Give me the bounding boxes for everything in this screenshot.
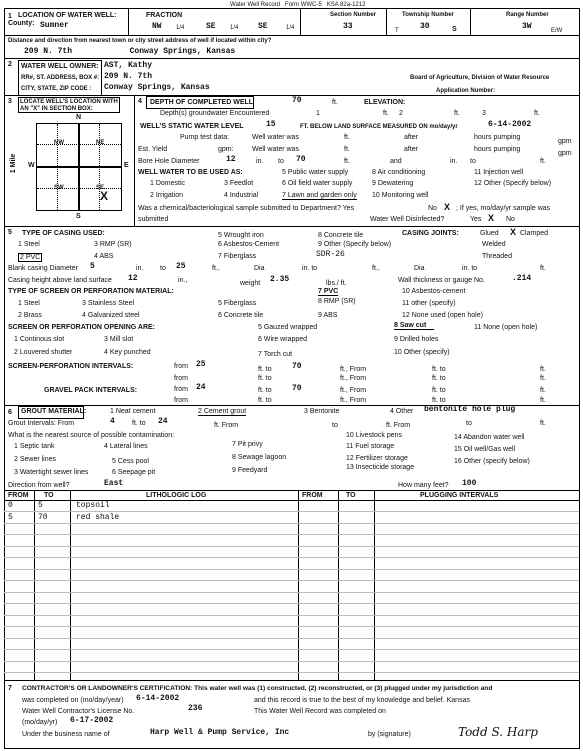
log-row-line (4, 523, 579, 524)
casing-3: 3 RMP (SR) (94, 241, 132, 248)
opening-5: 5 Gauzed wrapped (258, 324, 318, 331)
sec1-divider (386, 9, 387, 35)
log-row-line (4, 603, 579, 604)
cert-line-2a: was completed on (mo/day/year) (22, 697, 124, 704)
sp-from-value: 25 (196, 360, 206, 369)
screen-8: 8 RMP (SR) (318, 298, 356, 305)
distance-label: Distance and direction from nearest town or city street address of well if located within city? (8, 38, 272, 44)
dia-label-2: Dia (414, 265, 425, 272)
grout-other-value: bentonite hole plug (424, 405, 516, 414)
log-row-line (4, 534, 579, 535)
elevation-label: ELEVATION: (364, 99, 406, 106)
gp-ftto: ft. to (432, 387, 446, 394)
sp2-ftfrom: ft., From (340, 375, 367, 382)
log-row-line (4, 546, 579, 547)
grout-ft3: ft. (540, 420, 546, 427)
opening-7: 7 Torch cut (258, 351, 293, 358)
fraction-label: FRACTION (146, 12, 183, 19)
sp-ft: ft. (540, 366, 546, 373)
casing-5: 5 Wrought iron (218, 232, 264, 239)
dia-in: in. to (302, 265, 318, 272)
pump-ft: ft. (344, 134, 350, 141)
bore-ft: ft. (344, 158, 350, 165)
opening-1: 1 Continous slot (14, 336, 65, 343)
sec3-divider (134, 95, 135, 226)
casing-joints-label: CASING JOINTS: (402, 230, 459, 237)
completed-date: 6-14-2002 (136, 694, 180, 703)
section-value: 33 (343, 22, 353, 31)
contamination-label: What is the nearest source of possible contamination: (8, 432, 175, 439)
opening-6: 6 Wire wrapped (258, 336, 308, 343)
log-row-line (4, 626, 579, 627)
log-row-desc: topsoil (76, 501, 110, 510)
grid-sw: SW (54, 185, 64, 191)
license-number: 236 (188, 704, 203, 713)
sec4-num: 4 (138, 98, 142, 105)
gp2-from-label: from (174, 397, 188, 404)
log-to2-header: TO (346, 492, 356, 499)
yield-well-water: Well water was (252, 146, 299, 153)
cont-14: 14 Abandon water well (454, 434, 525, 441)
quarter-3-unit: 1/4 (286, 25, 295, 31)
log-row-to: 70 (38, 513, 48, 522)
screen-5: 5 Fiberglass (218, 300, 257, 307)
log-col (34, 490, 35, 680)
grout-to2: to (332, 422, 338, 429)
joint-glued-mark: X (510, 227, 517, 237)
weight-unit: lbs./ ft. (326, 280, 347, 287)
cert-line-2b: and this record is true to the best of my knowledge and belief. Kansas (254, 697, 470, 704)
log-row-line (4, 649, 579, 650)
dia-in-2: in. to (462, 265, 478, 272)
direction-value: East (104, 479, 124, 488)
owner-label: WATER WELL OWNER: (21, 63, 99, 70)
opening-4: 4 Key punched (104, 349, 151, 356)
grout-ftfrom: ft. From (214, 422, 239, 429)
log-row-line (4, 580, 579, 581)
compass-s: S (76, 213, 81, 220)
casing-other-value: SDR-26 (316, 250, 345, 259)
cont-8: 8 Sewage lagoon (232, 454, 287, 461)
bore-label: Bore Hole Diameter (138, 158, 200, 165)
form-title: Water Well Record Form WWC-5 KSA 82a-1212 (230, 2, 366, 8)
application-label: Application Number: (436, 88, 496, 94)
quarter-1-unit: 1/4 (176, 25, 185, 31)
log-row-line (4, 615, 579, 616)
mile-label: 1 Mile (10, 153, 18, 174)
township-label: Township Number (402, 12, 454, 18)
opening-9: 9 Drilled holes (394, 336, 439, 343)
use-4: 4 Industrial (224, 192, 259, 199)
log-col (374, 490, 375, 680)
log-row-line (4, 511, 579, 512)
log-from-header: FROM (8, 492, 29, 499)
range-label: Range Number (506, 12, 549, 18)
opening-10: 10 Other (specify) (394, 349, 450, 356)
cert-line-4a: (mo/day/yr) (22, 719, 58, 726)
sec3-num: 3 (8, 98, 12, 105)
grout-ft-to: ft. to (132, 420, 146, 427)
dia-ft: ft., (372, 265, 380, 272)
sp2-ftto: ft. to (432, 375, 446, 382)
joint-clamped: Clamped (520, 230, 549, 237)
county-label: County: (8, 20, 35, 27)
log-col (338, 490, 339, 680)
cont-5: 5 Cess pool (112, 458, 149, 465)
gw-3-ft: ft. (534, 110, 540, 117)
screen-type-label: TYPE OF SCREEN OR PERFORATION MATERIAL: (8, 288, 174, 295)
use-1: 1 Domestic (150, 180, 186, 187)
screen-3: 3 Stainless Steel (82, 300, 135, 307)
gp2-ftfrom: ft., From (340, 397, 367, 404)
grout-to-value: 24 (158, 417, 168, 426)
bore-and: and (390, 158, 402, 165)
gp2-to-label: ft. to (258, 397, 272, 404)
log-from2-header: FROM (302, 492, 323, 499)
sp2-ft: ft. (540, 375, 546, 382)
sp-ftfrom: ft., From (340, 366, 367, 373)
quarter-1: NW (152, 22, 162, 31)
joint-threaded: Threaded (482, 253, 512, 260)
pump-after: after (404, 134, 419, 141)
screen-4: 4 Galvanized steel (82, 312, 140, 319)
compass-w: W (28, 162, 35, 169)
gp2-ft: ft. (540, 397, 546, 404)
use-12: 12 Other (Specify below) (474, 180, 552, 187)
casing-1: 1 Steel (18, 241, 40, 248)
range-value: 3W (522, 22, 532, 31)
blank-value: 5 (90, 262, 95, 271)
height-in: in., (178, 277, 188, 284)
bore-to-2: to (470, 158, 476, 165)
chem-label: Was a chemical/bacteriological sample submitted to Department? Yes (138, 205, 355, 212)
use-11: 11 Injection well (474, 169, 524, 176)
sec2-num: 2 (8, 61, 12, 68)
chem-no-mark: X (444, 202, 451, 212)
city-value: Conway Springs, Kansas (104, 83, 210, 92)
sec1-divider (470, 9, 471, 35)
quarter-2: SE (206, 22, 216, 31)
opening-2: 2 Louvered shutter (14, 349, 73, 356)
height-label: Casing height above land surface (8, 277, 112, 284)
casing-9: 9 Other (Specify below) (318, 241, 392, 248)
chem-label-2: ; If yes, mo/day/yr sample was (456, 205, 551, 212)
township-t: T (395, 28, 399, 34)
blank-in: in. (136, 265, 144, 272)
screen-11: 11 other (specify) (402, 300, 456, 307)
cert-line-3b: This Water Well Record was completed on (254, 708, 386, 715)
range-ew: E/W (551, 28, 563, 34)
section-label: Section Number (330, 12, 377, 18)
static-date: 6-14-2002 (488, 120, 532, 129)
grid-quarter-h (37, 188, 121, 189)
depth-value: 70 (292, 96, 302, 105)
record-date: 6-17-2002 (70, 716, 114, 725)
cont-15: 15 Oil well/Gas well (454, 446, 516, 453)
gp2-ftto: ft. to (432, 397, 446, 404)
grout-ftfrom2: ft. From (386, 422, 411, 429)
city-label: CITY, STATE, ZIP CODE : (21, 86, 92, 92)
cont-13: 13 Insecticide storage (346, 464, 415, 471)
log-bottom (4, 680, 579, 681)
grid-mid-v (78, 124, 80, 210)
use-2: 2 Irrigation (150, 192, 184, 199)
cont-16: 16 Other (specify below) (454, 458, 530, 465)
casing-7: 7 Fiberglass (218, 253, 257, 260)
static-level-tail: FT. BELOW LAND SURFACE MEASURED ON mo/day/yr (300, 124, 458, 130)
bore-in: in. (256, 158, 264, 165)
owner-value: AST, Kathy (104, 61, 153, 70)
grout-from-value: 4 (110, 417, 115, 426)
cont-11: 11 Fuel storage (346, 443, 395, 450)
dia-label: Dia (254, 265, 265, 272)
pump-hours: hours pumping (474, 134, 521, 141)
use-7: 7 Lawn and garden only (282, 192, 357, 199)
grid-nw: NW (54, 140, 64, 146)
grout-1: 1 Neat cement (110, 408, 156, 415)
cont-2: 2 Sewer lines (14, 456, 57, 463)
grid-quarter-v (57, 124, 58, 210)
log-row-desc: red shale (76, 513, 120, 522)
sec6-num: 6 (8, 409, 12, 416)
signature: Todd S. Harp (458, 725, 538, 739)
log-row-line (4, 557, 579, 558)
county-value: Sumner (40, 21, 69, 30)
cert-line-5a: Under the business name of (22, 731, 110, 738)
yield-hours: hours pumping (474, 146, 521, 153)
opening-11: 11 None (open hole) (474, 324, 538, 331)
bore-to: to (278, 158, 284, 165)
sp-to-label: ft. to (258, 366, 272, 373)
yield-after: after (404, 146, 419, 153)
screen-1: 1 Steel (18, 300, 40, 307)
sec1-num: 1 (8, 13, 12, 20)
height-value: 12 (128, 274, 138, 283)
quarter-2-unit: 1/4 (230, 25, 239, 31)
pump-well-water: Well water was (252, 134, 299, 141)
compass-e: E (124, 162, 129, 169)
grout-label: GROUT MATERIAL: (21, 408, 87, 415)
use-9: 9 Dewatering (372, 180, 414, 187)
screen-10: 10 Asbestos-cement (402, 288, 466, 295)
cert-line-5b: by (signature) (368, 731, 411, 738)
log-row-line (4, 672, 579, 673)
submitted-label: submitted (138, 216, 169, 223)
log-row-line (4, 661, 579, 662)
use-label: WELL WATER TO BE USED AS: (138, 169, 243, 176)
yield-ft: ft. (344, 146, 350, 153)
grout-3: 3 Bentonite (304, 408, 340, 415)
opening-3: 3 Mill slot (104, 336, 134, 343)
cont-12: 12 Fertilizer storage (346, 455, 408, 462)
casing-6: 6 Asbestos-Cement (218, 241, 280, 248)
depth-label: DEPTH OF COMPLETED WELL (150, 99, 254, 106)
opening-label: SCREEN OR PERFORATION OPENING ARE: (8, 324, 156, 331)
gw-2-ft: ft. (454, 110, 460, 117)
grout-interval-label: Grout Intervals: From (8, 420, 75, 427)
gp-ftfrom: ft., From (340, 387, 367, 394)
log-row-from: 5 (8, 513, 13, 522)
street-label: RR#, ST. ADDRESS, BOX #: (21, 75, 100, 81)
cont-4: 4 Lateral lines (104, 443, 148, 450)
how-many-feet-value: 100 (462, 479, 477, 488)
log-row-to: 5 (38, 501, 43, 510)
casing-8: 8 Concrete tile (318, 232, 364, 239)
sec1-divider (300, 9, 301, 35)
bore-in-2: in. (450, 158, 458, 165)
sec3-label: LOCATE WELL'S LOCATION WITH AN "X" IN SECTION BOX: (20, 99, 118, 112)
township-value: 30 (420, 22, 430, 31)
bore-to-value: 70 (296, 155, 306, 164)
log-col (298, 490, 299, 680)
disinfected-no: No (506, 216, 515, 223)
bore-value: 12 (226, 155, 236, 164)
grid-ne: NE (96, 140, 105, 146)
gp-to-value: 70 (292, 384, 302, 393)
pump-test-label: Pump test data: (180, 134, 230, 141)
weight-value: 2.35 (270, 275, 290, 284)
screen-6: 6 Concrete tile (218, 312, 264, 319)
sec7-num: 7 (8, 685, 12, 692)
sp-from-label: from (174, 363, 188, 370)
grid-quarter-h (37, 144, 121, 145)
sec1-divider (128, 9, 129, 35)
gw-3: 3 (482, 110, 486, 117)
sp-to-value: 70 (292, 362, 302, 371)
screen-interval-label: SCREEN-PERFORATION INTERVALS: (8, 363, 134, 370)
business-name: Harp Well & Pump Service, Inc (150, 728, 290, 737)
grout-2: 2 Cement grout (198, 408, 247, 415)
quarter-3: SE (258, 22, 268, 31)
gw-1: 1 (316, 110, 320, 117)
cont-3: 3 Watertight sewer lines (14, 469, 89, 476)
blank-ft: ft., (212, 265, 220, 272)
grout-4: 4 Other (390, 408, 414, 415)
bore-ft-2: ft. (540, 158, 546, 165)
yield-gpm: gpm (558, 150, 572, 157)
grid-se: SE (96, 185, 105, 191)
disinfected-mark: X (488, 213, 495, 223)
direction-label: Direction from well? (8, 482, 70, 489)
cert-line-1: CONTRACTOR'S OR LANDOWNER'S CERTIFICATION: This water well was (1) constructed, (2) reconstructed, or (3) plugged under my jurisdiction and (22, 685, 493, 692)
wall-label: Wall thickness or gauge No. (398, 277, 485, 284)
blank-to: to (160, 265, 166, 272)
gw-1-ft: ft. (383, 110, 389, 117)
location-label: LOCATION OF WATER WELL: (18, 12, 117, 19)
log-row-line (4, 638, 579, 639)
cont-7: 7 Pit privy (232, 441, 263, 448)
screen-2: 2 Brass (18, 312, 42, 319)
sec1-line (4, 35, 579, 36)
weight-label: weight (240, 280, 261, 287)
log-to-header: TO (44, 492, 54, 499)
sp2-from-label: from (174, 375, 188, 382)
cont-1: 1 Septic tank (14, 443, 55, 450)
use-6: 6 Oil field water supply (282, 180, 353, 187)
gp-ft: ft. (540, 387, 546, 394)
well-location-mark: X (100, 189, 109, 203)
est-yield-label: Est. Yield (138, 146, 168, 153)
cert-line-3a: Water Well Contractor's License No. (22, 708, 135, 715)
gp-to-label: ft. to (258, 387, 272, 394)
wall-value: .214 (512, 274, 532, 283)
cont-9: 9 Feedyard (232, 467, 268, 474)
pump-gpm: gpm (558, 138, 572, 145)
township-s: S (452, 26, 457, 33)
groundwater-label: Depth(s) groundwater Encountered (160, 110, 270, 117)
use-10: 10 Monitoring well (372, 192, 429, 199)
sec1-bottom (4, 58, 579, 59)
blank-to-value: 25 (176, 262, 186, 271)
gravel-interval-label: GRAVEL PACK INTERVALS: (44, 387, 138, 394)
disinfected-label: Water Well Disinfected? (370, 216, 445, 223)
screen-7: 7 PVC (318, 288, 339, 295)
use-8: 8 Air conditioning (372, 169, 426, 176)
sp-ftto: ft. to (432, 366, 446, 373)
address-line: 209 N. 7th Conway Springs, Kansas (24, 47, 236, 56)
joint-glued: Glued (480, 230, 499, 237)
log-row-from: 0 (8, 501, 13, 510)
log-litho-header: LITHOLOGIC LOG (146, 492, 207, 499)
board-label: Board of Agriculture, Division of Water Resource (410, 75, 550, 81)
joint-welded: Welded (482, 241, 506, 248)
log-row-line (4, 569, 579, 570)
sec4-bottom (4, 226, 579, 227)
cont-6: 6 Seepage pit (112, 469, 156, 476)
casing-2: 2 PVC (20, 254, 41, 261)
use-3: 3 Feedlot (224, 180, 254, 187)
grout-to3: to (466, 420, 472, 427)
log-top (4, 490, 579, 491)
how-many-feet-label: How many feet? (398, 482, 449, 489)
chem-no: No (428, 205, 437, 212)
casing-4: 4 ABS (94, 253, 114, 260)
screen-9: 9 ABS (318, 312, 338, 319)
screen-12: 12 None used (open hole) (402, 312, 483, 319)
est-yield-gpm: gpm: (218, 146, 234, 153)
casing-type-label: TYPE OF CASING USED: (22, 230, 105, 237)
disinfected-yes: Yes (470, 216, 482, 223)
log-row-line (4, 592, 579, 593)
compass-n: N (76, 114, 82, 121)
sp2-to-label: ft. to (258, 375, 272, 382)
gw-2: 2 (399, 110, 403, 117)
cont-10: 10 Livestock pens (346, 432, 403, 439)
gp-from-label: from (174, 386, 188, 393)
static-level-label: WELL'S STATIC WATER LEVEL (140, 123, 244, 130)
gp-from-value: 24 (196, 383, 206, 392)
dia-ft-2: ft. (540, 265, 546, 272)
depth-unit: ft. (332, 99, 338, 106)
use-5: 5 Public water supply (282, 169, 349, 176)
log-plug-header: PLUGGING INTERVALS (420, 492, 499, 499)
blank-label: Blank casing Diameter (8, 265, 79, 272)
sec5-num: 5 (8, 229, 12, 236)
static-level-value: 15 (266, 120, 276, 129)
log-col (70, 490, 71, 680)
street-value: 209 N. 7th (104, 72, 153, 81)
opening-8: 8 Saw cut (394, 322, 434, 330)
